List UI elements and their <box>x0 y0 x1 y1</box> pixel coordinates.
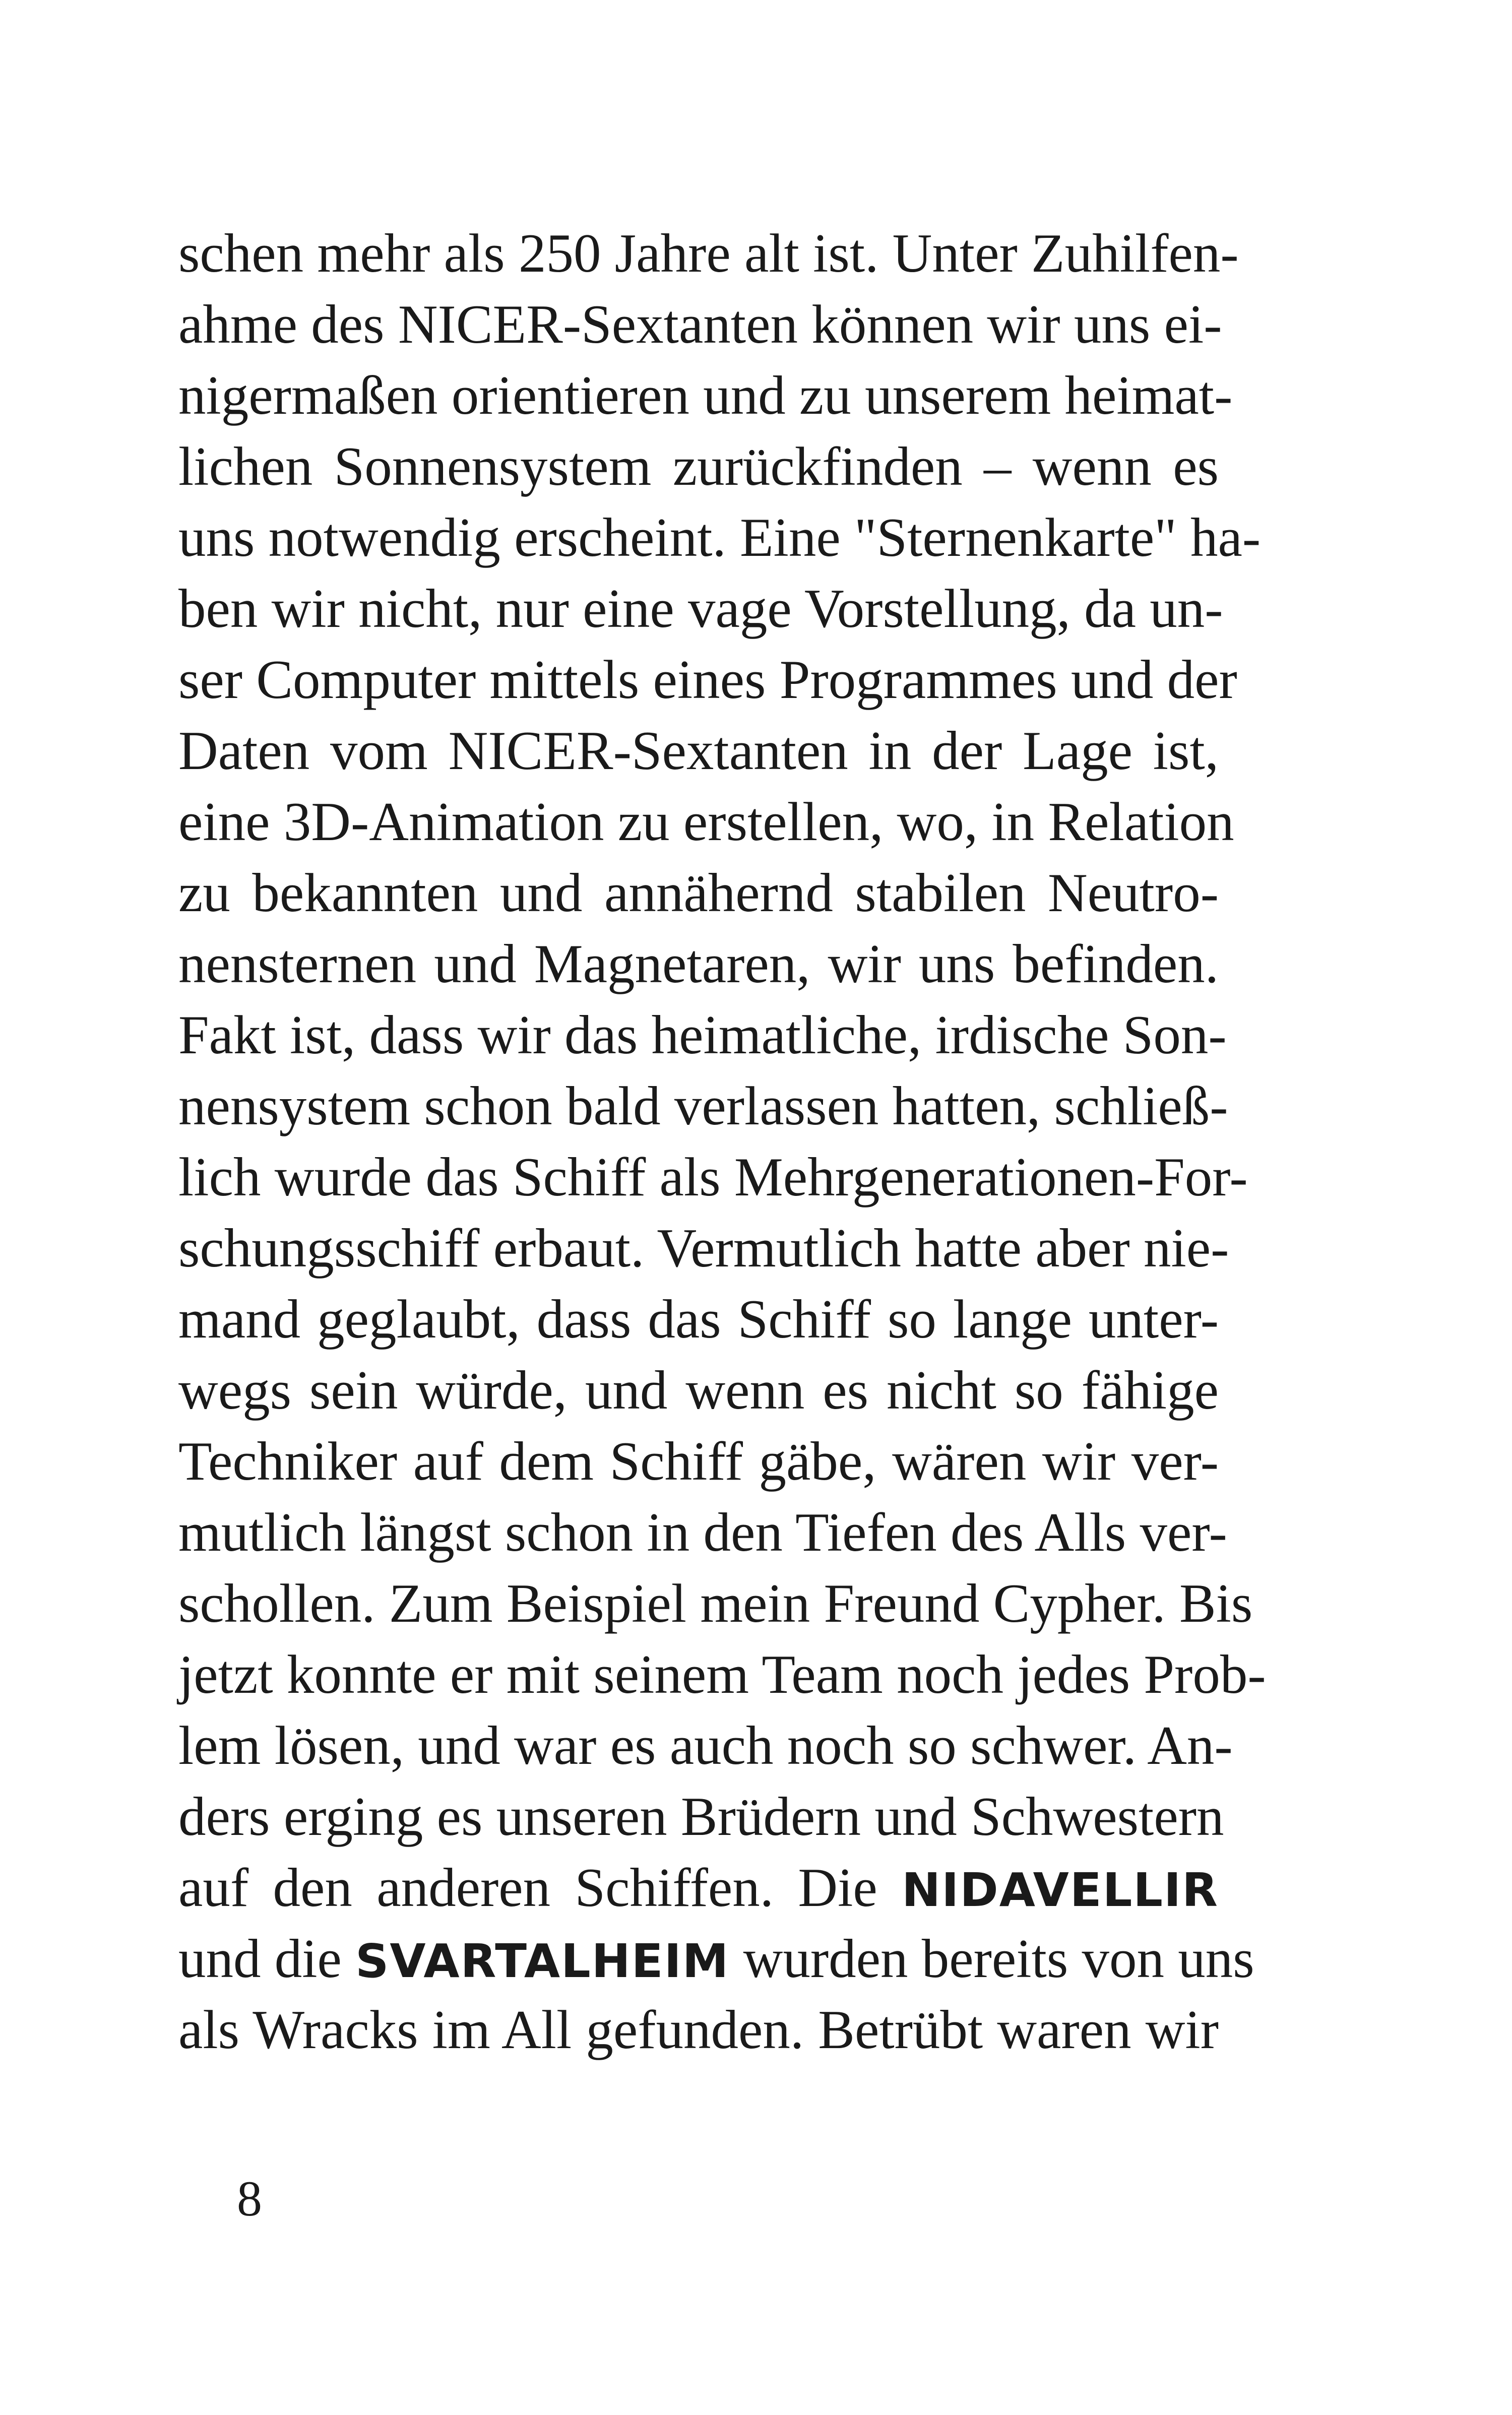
text-line-22: lem lösen, und war es auch noch so schwer. An- <box>178 1715 1233 1776</box>
text-line-15: schungsschiff erbaut. Vermutlich hatte aber nie- <box>178 1218 1229 1279</box>
text-line-2: ahme des NICER-Sextanten können wir uns ei- <box>178 294 1222 355</box>
text-line-10: zu bekannten und annähernd stabilen Neutro- <box>178 862 1219 923</box>
text-line-13: nensystem schon bald verlassen hatten, schließ- <box>178 1075 1228 1136</box>
text-line-5: uns notwendig erscheint. Eine "Sternenkarte" ha- <box>178 507 1261 568</box>
text-line-3: nigermaßen orientieren und zu unserem heimat- <box>178 365 1233 426</box>
text-line-7: ser Computer mittels eines Programmes und der <box>178 649 1237 710</box>
text-line-6: ben wir nicht, nur eine vage Vorstellung, da un- <box>178 578 1223 639</box>
text-line-9: eine 3D-Animation zu erstellen, wo, in Relation <box>178 791 1234 852</box>
text-line-23: ders erging es unseren Brüdern und Schwestern <box>178 1786 1224 1847</box>
text-line-4: lichen Sonnensystem zurückfinden – wenn es <box>178 436 1219 497</box>
text-line-12: Fakt ist, dass wir das heimatliche, irdische Son- <box>178 1004 1227 1065</box>
text-line-24-start: auf den anderen Schiffen. Die <box>178 1857 877 1918</box>
text-line-25 <box>178 1923 1254 1994</box>
text-line-26: als Wracks im All gefunden. Betrübt waren wir <box>178 1999 1219 2060</box>
text-line-17: wegs sein würde, und wenn es nicht so fähige <box>178 1360 1219 1421</box>
text-line-16: mand geglaubt, dass das Schiff so lange unter- <box>178 1289 1219 1350</box>
page-number: 8 <box>237 2171 262 2227</box>
text-line-1: schen mehr als 250 Jahre alt ist. Unter Zuhilfen- <box>178 223 1239 284</box>
text-line-24 <box>178 1852 1219 1923</box>
text-line-20: schollen. Zum Beispiel mein Freund Cypher. Bis <box>178 1573 1253 1634</box>
text-line-25-start: und die <box>178 1928 342 1989</box>
ship-name-nidavellir: NIDAVELLIR <box>902 1863 1219 1917</box>
text-line-11: nensternen und Magnetaren, wir uns befinden. <box>178 933 1219 994</box>
text-line-8: Daten vom NICER-Sextanten in der Lage ist, <box>178 720 1219 781</box>
text-line-19: mutlich längst schon in den Tiefen des Alls ver- <box>178 1502 1227 1563</box>
text-line-21: jetzt konnte er mit seinem Team noch jedes Prob- <box>178 1644 1266 1705</box>
body-text <box>178 218 1266 2065</box>
text-line-18: Techniker auf dem Schiff gäbe, wären wir ver- <box>178 1431 1219 1492</box>
text-line-14: lich wurde das Schiff als Mehrgenerationen-For- <box>178 1147 1248 1208</box>
text-line-25-end: wurden bereits von uns <box>743 1928 1254 1989</box>
ship-name-svartalheim: SVARTALHEIM <box>355 1934 730 1988</box>
